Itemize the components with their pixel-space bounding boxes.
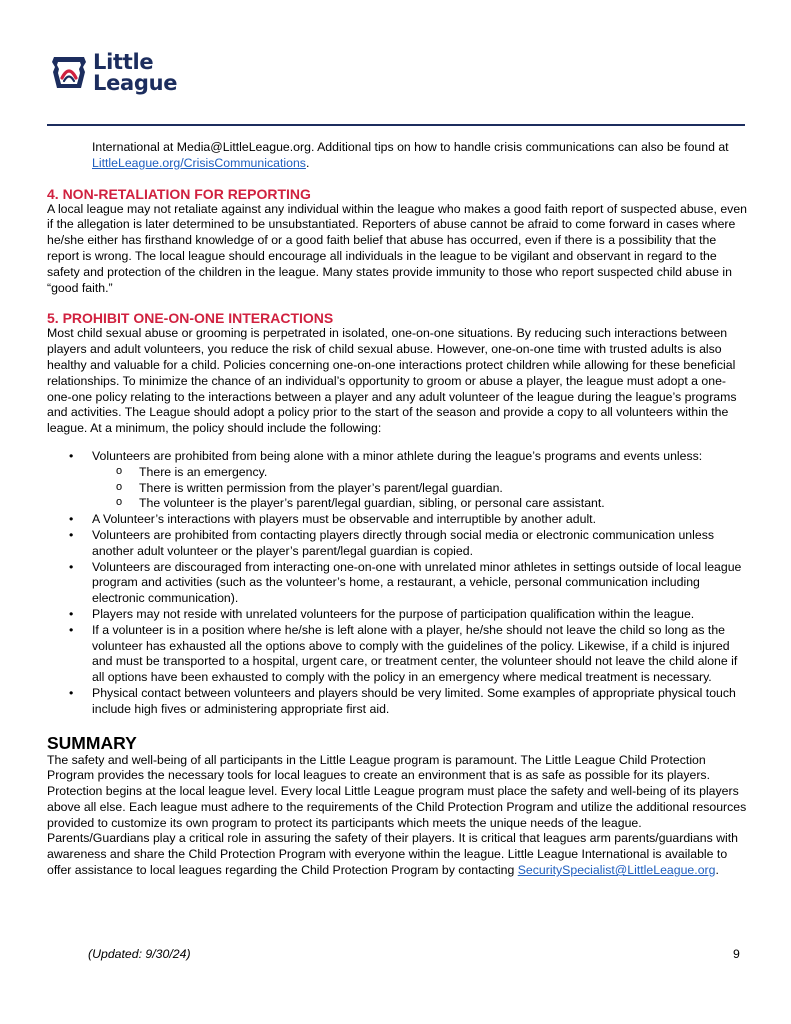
summary-end: .: [715, 863, 719, 878]
document-body: [47, 140, 747, 879]
header-divider: [47, 124, 745, 126]
summary-heading: SUMMARY: [47, 732, 137, 753]
sub-list-item: o The volunteer is the player’s parent/legal guardian, sibling, or personal care assistant.: [92, 496, 747, 512]
summary-body: [47, 753, 747, 879]
list-item: • Volunteers are prohibited from contacting players directly through social media or electronic communication unless another adult volunteer or the player’s parent/legal guardian is copied.: [47, 528, 747, 560]
little-league-logo: [50, 52, 185, 98]
bullet-text: Volunteers are prohibited from being alone with a minor athlete during the league’s programs and events unless:: [92, 448, 703, 463]
sub-list-item: o There is written permission from the player’s parent/legal guardian.: [92, 481, 747, 497]
intro-end: .: [305, 155, 310, 170]
list-item: • Physical contact between volunteers and players should be very limited. Some examples of appropriate physical touch include high fives or administering appropriate first aid.: [47, 686, 747, 718]
logo-wordmark: [93, 52, 177, 94]
policy-bullet-list: [47, 449, 747, 718]
summary-text: The safety and well-being of all participants in the Little League program is paramount. The Little League Child Protection Program provides the necessary tools for local leagues to create an environment that is as safe as possible for its players. Protection begins at the local league level. Every local Little League program must place the safety and well-being of its players above all else. Each league must adhere to the requirements of the Child Protection Program and utilize the additional resources provided to customize its own program to protect its participants which meets the unique needs of the league. Parents/Guardians play a critical role in assuring the safety of their players. It is critical that leagues arm parents/guardians with awareness and share the Child Protection Program with everyone within the league. Little League International is available to offer assistance to local leagues regarding the Child Protection Program by contacting: [47, 752, 747, 878]
exception-sub-list: [92, 465, 747, 512]
section-5-body: Most child sexual abuse or grooming is perpetrated in isolated, one-on-one situations. By reducing such interactions between players and adult volunteers, you reduce the risk of child sexual abuse. However, one-on-one time with trusted adults is also healthy and valuable for a child. Policies concerning one-on-one interactions protect children while allowing for these beneficial relationships. To minimize the chance of an individual’s opportunity to groom or abuse a player, the league must adopt a one-one-one policy relating to the interactions between a player and any adult volunteer of the league during the league’s programs and activities. The League should adopt a policy prior to the start of the season and provide a copy to all volunteers within the league. At a minimum, the policy should include the following:: [47, 326, 737, 436]
updated-date: (Updated: 9/30/24): [88, 947, 191, 961]
list-item: • A Volunteer’s interactions with players must be observable and interruptible by another adult.: [47, 512, 747, 528]
section-4-body: A local league may not retaliate against any individual within the league who makes a good faith report of suspected abuse, even if the allegation is later determined to be unsubstantiated. Reporters of abuse cannot be afraid to come forward in cases where he/she either has firsthand knowledge of or a good faith belief that abuse has occurred, even if there is a possibility that the report is wrong. The local league should encourage all individuals in the league to be vigilant and observant in regard to the safety and protection of the children in the league. Many states provide immunity to those who report suspected child abuse in “good faith.”: [47, 201, 748, 295]
section-4-heading: 4. NON-RETALIATION FOR REPORTING: [47, 185, 311, 202]
intro-text: International at Media@LittleLeague.org. Additional tips on how to handle crisis communications can also be found at: [92, 140, 729, 154]
list-item: • Players may not reside with unrelated volunteers for the purpose of participation qualification within the league.: [47, 607, 747, 623]
page-number: 9: [733, 947, 740, 961]
security-specialist-email-link[interactable]: SecuritySpecialist@LittleLeague.org: [517, 863, 716, 878]
sub-list-item: o There is an emergency.: [92, 465, 747, 481]
logo-line-2: League: [93, 71, 178, 95]
crisis-communications-link[interactable]: LittleLeague.org/CrisisCommunications: [92, 155, 306, 170]
intro-paragraph: [92, 140, 747, 172]
logo-line-1: Little: [93, 50, 154, 74]
list-item: • If a volunteer is in a position where he/she is left alone with a player, he/she should not leave the child so long as the volunteer has exhausted all the options above to comply with the guidelines of the policy. Likewise, if a child is injured and must be transported to a hospital, urgent care, or treatment center, the volunteer should not leave the child alone if all options have been exhausted to comply with the policy in an emergency where medical treatment is necessary.: [47, 623, 747, 686]
section-5-heading: 5. PROHIBIT ONE-ON-ONE INTERACTIONS: [47, 310, 334, 327]
keystone-logo-icon: [50, 54, 88, 92]
list-item: • Volunteers are discouraged from interacting one-on-one with unrelated minor athletes in settings outside of local league program and activities (such as the volunteer’s home, a restaurant, a vehicle, personal communication including electronic communication).: [47, 560, 747, 607]
list-item: [47, 449, 747, 512]
